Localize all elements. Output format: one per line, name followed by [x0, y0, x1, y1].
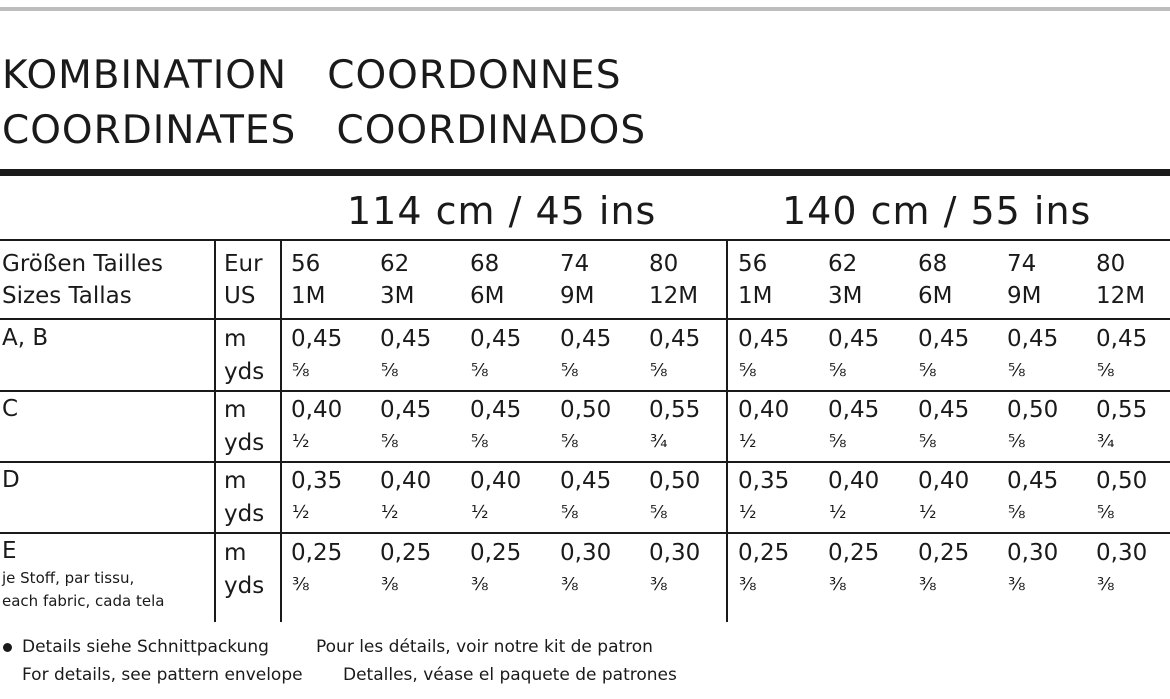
unit-m: m [224, 397, 247, 423]
yards-value: ⅝ [1008, 360, 1026, 381]
metres-value: 0,45 [918, 326, 970, 352]
title-line-1: KOMBINATION COORDONNES [2, 53, 622, 98]
row-label-c: C [2, 396, 19, 422]
metres-value: 0,25 [291, 540, 343, 566]
metres-value: 0,45 [918, 397, 970, 423]
metres-value: 0,45 [1096, 326, 1148, 352]
yards-value: ⅝ [1097, 360, 1115, 381]
header-rule [0, 169, 1170, 176]
size-eur: 68 [918, 251, 948, 277]
metres-value: 0,40 [918, 468, 970, 494]
size-us: 6M [918, 283, 953, 309]
metres-value: 0,40 [470, 468, 522, 494]
unit-m: m [224, 540, 247, 566]
row-label-d: D [2, 467, 20, 493]
size-us: 1M [291, 283, 326, 309]
unit-m: m [224, 326, 247, 352]
size-us: 9M [560, 283, 595, 309]
yards-value: ⅝ [739, 360, 757, 381]
column-rule [726, 239, 728, 622]
metres-value: 0,40 [291, 397, 343, 423]
metres-value: 0,45 [470, 326, 522, 352]
yards-value: ⅝ [561, 502, 579, 523]
metres-value: 0,50 [1007, 397, 1059, 423]
metres-value: 0,45 [470, 397, 522, 423]
row-rule [0, 239, 1170, 241]
row-rule [0, 532, 1170, 534]
yards-value: ⅜ [292, 574, 310, 595]
size-eur: 62 [380, 251, 410, 277]
size-eur: 80 [1096, 251, 1126, 277]
size-us: 3M [380, 283, 415, 309]
yards-value: ⅜ [381, 574, 399, 595]
yards-value: ⅜ [739, 574, 757, 595]
fabric-width-114: 114 cm / 45 ins [347, 189, 657, 233]
metres-value: 0,45 [828, 397, 880, 423]
note-en: For details, see pattern envelope [22, 665, 303, 685]
row-rule [0, 461, 1170, 463]
size-us: 12M [649, 283, 699, 309]
metres-value: 0,45 [560, 468, 612, 494]
size-eur: 80 [649, 251, 679, 277]
metres-value: 0,25 [828, 540, 880, 566]
metres-value: 0,35 [291, 468, 343, 494]
yards-value: ⅝ [919, 431, 937, 452]
metres-value: 0,30 [649, 540, 701, 566]
metres-value: 0,25 [918, 540, 970, 566]
unit-yds: yds [224, 501, 265, 527]
column-rule [214, 239, 216, 622]
metres-value: 0,45 [1007, 326, 1059, 352]
yards-value: ⅝ [829, 360, 847, 381]
metres-value: 0,45 [1007, 468, 1059, 494]
metres-value: 0,30 [1096, 540, 1148, 566]
yards-value: ⅜ [919, 574, 937, 595]
metres-value: 0,30 [1007, 540, 1059, 566]
size-label-line-1: Größen Tailles [2, 251, 164, 277]
metres-value: 0,45 [649, 326, 701, 352]
top-rule [0, 7, 1170, 11]
yards-value: ½ [471, 502, 489, 523]
yards-value: ⅜ [471, 574, 489, 595]
yards-value: ½ [292, 502, 310, 523]
note-de: Details siehe Schnittpackung [22, 637, 269, 657]
size-eur: 68 [470, 251, 500, 277]
row-rule [0, 318, 1170, 320]
metres-value: 0,25 [470, 540, 522, 566]
yards-value: ½ [381, 502, 399, 523]
yards-value: ½ [739, 431, 757, 452]
metres-value: 0,50 [1096, 468, 1148, 494]
yards-value: ⅜ [829, 574, 847, 595]
unit-m: m [224, 468, 247, 494]
size-label-line-2: Sizes Tallas [2, 283, 132, 309]
yards-value: ⅝ [381, 360, 399, 381]
yards-value: ⅝ [650, 502, 668, 523]
row-label-e-note-2: each fabric, cada tela [2, 592, 165, 610]
metres-value: 0,45 [560, 326, 612, 352]
metres-value: 0,40 [380, 468, 432, 494]
metres-value: 0,25 [380, 540, 432, 566]
size-us: 6M [470, 283, 505, 309]
column-rule [280, 239, 282, 622]
size-eur: 74 [1007, 251, 1037, 277]
yards-value: ½ [292, 431, 310, 452]
size-us: 1M [738, 283, 773, 309]
yards-value: ⅝ [829, 431, 847, 452]
yards-value: ⅜ [1008, 574, 1026, 595]
yards-value: ⅝ [561, 360, 579, 381]
metres-value: 0,55 [649, 397, 701, 423]
metres-value: 0,50 [560, 397, 612, 423]
yards-value: ⅜ [561, 574, 579, 595]
yards-value: ⅝ [1008, 431, 1026, 452]
row-label-e: E [2, 538, 17, 564]
size-eur: 62 [828, 251, 858, 277]
metres-value: 0,55 [1096, 397, 1148, 423]
yards-value: ⅝ [561, 431, 579, 452]
metres-value: 0,45 [380, 397, 432, 423]
metres-value: 0,35 [738, 468, 790, 494]
metres-value: 0,40 [738, 397, 790, 423]
row-label-e-note-1: je Stoff, par tissu, [2, 569, 135, 587]
yards-value: ½ [919, 502, 937, 523]
fabric-width-140: 140 cm / 55 ins [782, 189, 1092, 233]
size-us: 12M [1096, 283, 1146, 309]
metres-value: 0,30 [560, 540, 612, 566]
yards-value: ½ [739, 502, 757, 523]
bullet-icon [3, 643, 12, 652]
metres-value: 0,45 [380, 326, 432, 352]
row-rule [0, 390, 1170, 392]
unit-yds: yds [224, 573, 265, 599]
size-eur: 74 [560, 251, 590, 277]
metres-value: 0,25 [738, 540, 790, 566]
size-us: 9M [1007, 283, 1042, 309]
note-fr: Pour les détails, voir notre kit de patron [316, 637, 653, 657]
metres-value: 0,45 [738, 326, 790, 352]
unit-yds: yds [224, 430, 265, 456]
yards-value: ⅝ [1008, 502, 1026, 523]
unit-yds: yds [224, 359, 265, 385]
yards-value: ⅝ [1097, 502, 1115, 523]
unit-eur: Eur [224, 251, 263, 277]
yards-value: ⅝ [292, 360, 310, 381]
yards-value: ⅝ [471, 360, 489, 381]
yards-value: ⅝ [919, 360, 937, 381]
yards-value: ⅝ [471, 431, 489, 452]
yards-value: ⅝ [381, 431, 399, 452]
title-line-2: COORDINATES COORDINADOS [2, 108, 647, 153]
yards-value: ⅜ [1097, 574, 1115, 595]
size-eur: 56 [291, 251, 321, 277]
yards-value: ½ [829, 502, 847, 523]
yards-value: ⅜ [650, 574, 668, 595]
size-eur: 56 [738, 251, 768, 277]
metres-value: 0,40 [828, 468, 880, 494]
size-us: 3M [828, 283, 863, 309]
yards-value: ⅝ [650, 360, 668, 381]
yards-value: ¾ [650, 431, 668, 452]
yards-value: ¾ [1097, 431, 1115, 452]
metres-value: 0,45 [828, 326, 880, 352]
unit-us: US [224, 283, 256, 309]
metres-value: 0,50 [649, 468, 701, 494]
row-label-ab: A, B [2, 325, 49, 351]
metres-value: 0,45 [291, 326, 343, 352]
note-es: Detalles, véase el paquete de patrones [343, 665, 677, 685]
